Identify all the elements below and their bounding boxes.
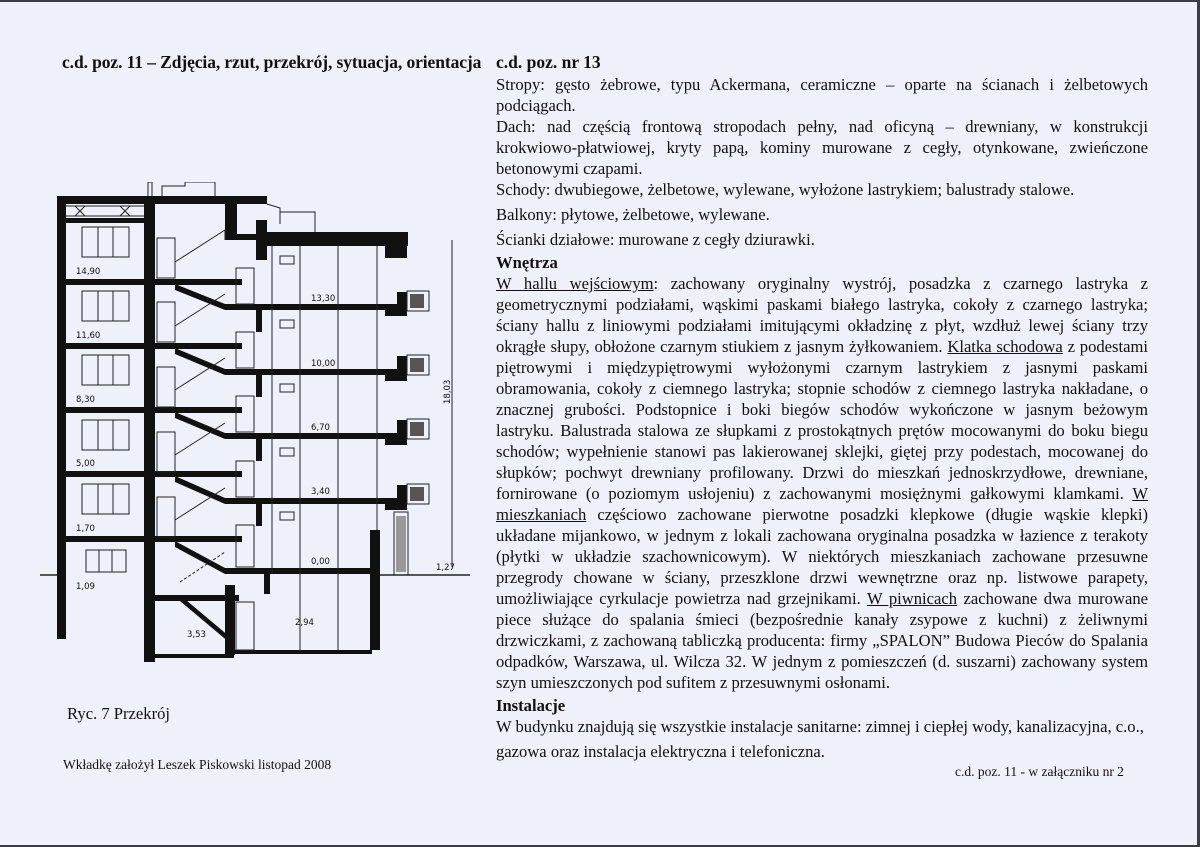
level-label: 0,00 — [311, 557, 330, 567]
level-label: 1,27 — [436, 563, 455, 573]
instalacje-line-2: gazowa oraz instalacja elektryczna i telefoniczna. — [496, 742, 825, 761]
wnetrza-paragraph — [496, 273, 1148, 693]
figure-caption: Ryc. 7 Przekrój — [67, 704, 171, 723]
level-label: 13,30 — [311, 294, 336, 304]
description-column — [496, 74, 1148, 762]
level-label: 3,40 — [311, 487, 330, 497]
level-label: 6,70 — [311, 423, 330, 433]
klatka-label: Klatka schodowa — [947, 337, 1063, 356]
piwnice-text: zachowane dwa murowane piece służące do spalania śmieci (bezpośrednie kanały zsypowe z kuchni) z żeliwnymi drzwiczkami, z zachowaną tabliczką producenta: firmy „SPALON” Budowa Pieców do Spalania odpadków, Warszawa, ul. Wilcza 32. W jednym z pomieszczeń (d. suszarni) zachowany system szyn umieszczonych pod sufitem z przesuwnymi osłonami. — [496, 589, 1148, 692]
level-label: 5,00 — [76, 459, 95, 469]
wnetrza-heading: Wnętrza — [496, 253, 558, 272]
hall-text: : zachowany oryginalny wystrój, posadzka z czarnego lastryka z geometrycznymi podziałami, wąskimi paskami białego lastryka, cokoły z czarnego lastryka; ściany hallu z liniowymi podziałami imitującymi okładzinę z płyt, wzdłuż lewej ściany trzy okrągłe słupy, obłożone czarnym stiukiem z jasnym żyłkowaniem. — [496, 274, 1148, 356]
total-height-label: 18,03 — [443, 379, 453, 404]
author-footer: Wkładkę założył Leszek Piskowski listopad 2008 — [63, 757, 332, 772]
level-label: 10,00 — [311, 359, 336, 369]
balkony-paragraph: Balkony: płytowe, żelbetowe, wylewane. — [496, 205, 770, 224]
level-label: 8,30 — [76, 395, 95, 405]
mieszkania-text: częściowo zachowane pierwotne posadzki klepkowe (długie wąskie klepki) układane mijankowo, w jednym z lokali zachowana oryginalna posadzka w łazience z terakoty (płytki w układzie szachownicowym). W niektórych mieszkaniach zachowane przesuwne przegrody chowane w ściany, przeszklone drzwi wewnętrzne oraz np. listwowe parapety, umożliwiające cyrkulacje powietrza nad grzejnikami. — [496, 505, 1148, 608]
level-label: 2,94 — [295, 618, 314, 628]
level-label: 14,90 — [76, 267, 101, 277]
level-label: 11,60 — [76, 331, 101, 341]
hall-label: W hallu wejściowym — [496, 274, 654, 293]
mieszkania-label: W mieszkaniach — [496, 484, 1148, 524]
schody-paragraph: Schody: dwubiegowe, żelbetowe, wylewane, wyłożone lastrykiem; balustrady stalowe. — [496, 180, 1075, 199]
instalacje-heading: Instalacje — [496, 696, 566, 715]
level-label: 1,09 — [76, 582, 95, 592]
right-section-title: c.d. poz. nr 13 — [496, 52, 601, 72]
continuation-footer: c.d. poz. 11 - w załączniku nr 2 — [955, 764, 1124, 779]
level-label: 3,53 — [187, 630, 206, 640]
dach-paragraph: Dach: nad częścią frontową stropodach pełny, nad oficyną – drewniany, w konstrukcji krokwiowo-płatwiowej, kryty papą, kominy murowane z cegły, otynkowane, zwieńczone betonowymi czapami. — [496, 117, 1148, 178]
left-section-title: c.d. poz. 11 – Zdjęcia, rzut, przekrój, sytuacja, orientacja — [62, 52, 482, 72]
scianki-paragraph: Ścianki działowe: murowane z cegły dziurawki. — [496, 230, 815, 249]
stropy-paragraph: Stropy: gęsto żebrowe, typu Ackermana, ceramiczne – oparte na ścianach i żelbetowych podciągach. — [496, 75, 1148, 115]
level-label: 1,70 — [76, 524, 95, 534]
document-page — [0, 2, 1197, 845]
instalacje-line-1: W budynku znajdują się wszystkie instalacje sanitarne: zimnej i ciepłej wody, kanalizacyjna, c.o., — [496, 717, 1144, 736]
cross-section-drawing — [40, 182, 480, 662]
piwnice-label: W piwnicach — [866, 589, 958, 608]
klatka-text: z podestami piętrowymi i międzypiętrowymi wyłożonymi czarnym lastrykiem z jasnymi paskami obramowania, cokoły z ciemnego lastryka; stopnie schodów z ciemnego lastryka nakładane, o znacznej grubości. Podstopnice i boki biegów schodów wykończone w jasnym beżowym lastryku. Balustrada stalowa ze słupkami z prostokątnych prętów mocowanymi do boku biegu schodów; wypełnienie stanowi pas lakierowanej sklejki, giętej przy podestach, mocowanej do słupków; pochwyt drewniany profilowany. Drzwi do mieszkań jednoskrzydłowe, drewniane, fornirowane (o poziomym usłojeniu) z zachowanymi mosiężnymi gałkowymi klamkami. — [496, 337, 1148, 503]
